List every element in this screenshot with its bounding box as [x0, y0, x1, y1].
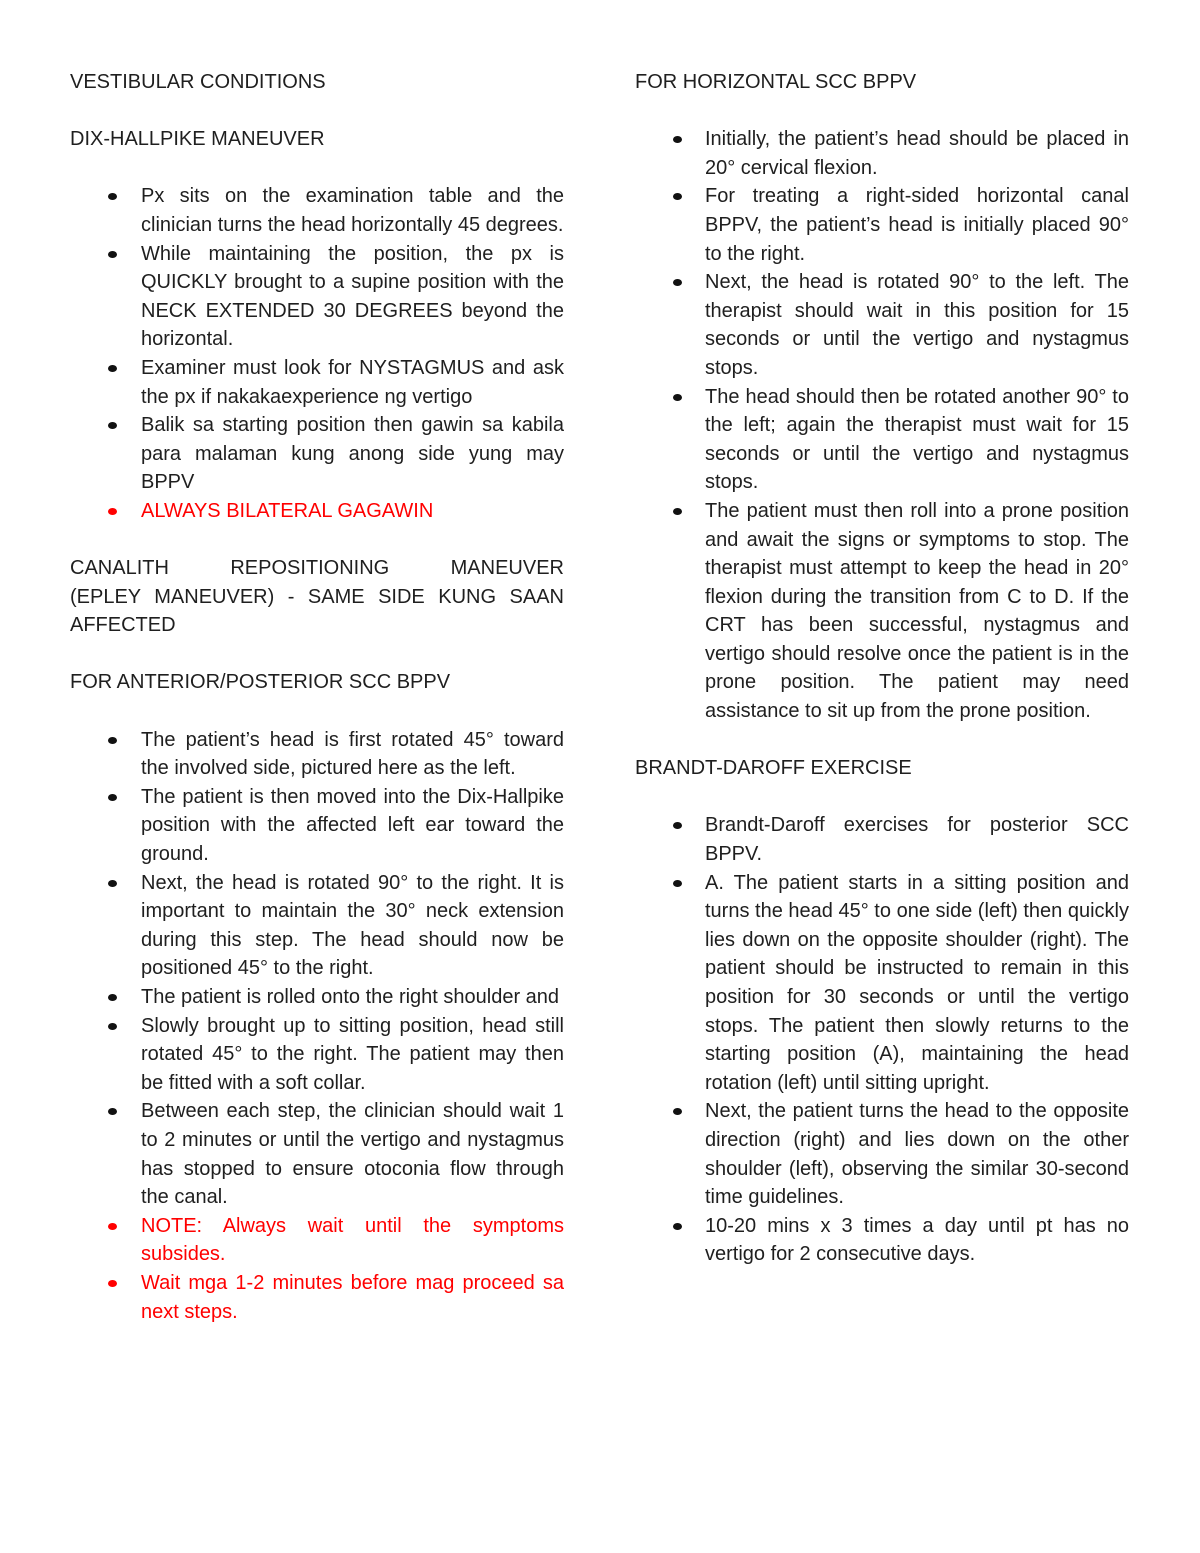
bullet-icon — [108, 508, 117, 515]
bullet-icon — [673, 822, 682, 829]
list-item — [70, 240, 564, 354]
bullet-icon — [108, 1280, 117, 1287]
bullet-icon — [108, 1108, 117, 1115]
bullet-icon — [673, 508, 682, 515]
dix-hallpike-heading: DIX-HALLPIKE MANEUVER — [70, 128, 325, 151]
dix-hallpike-list — [70, 182, 564, 525]
horizontal-list — [635, 125, 1129, 725]
bullet-icon — [673, 193, 682, 200]
brandt-daroff-list — [635, 811, 1129, 1269]
list-item — [70, 411, 564, 497]
list-item — [70, 497, 564, 526]
bullet-icon — [673, 1223, 682, 1230]
list-item-text: Balik sa starting position then gawin sa kabila para malaman kung anong side yung may BPPV — [141, 414, 564, 494]
bullet-icon — [108, 794, 117, 801]
list-item-text: The patient’s head is first rotated 45° toward the involved side, pictured here as the left. — [141, 728, 564, 780]
list-item — [70, 1012, 564, 1098]
list-item-text: Px sits on the examination table and the clinician turns the head horizontally 45 degrees. — [141, 185, 564, 236]
bullet-icon — [108, 994, 117, 1001]
list-item-text: Initially, the patient’s head should be placed in 20° cervical flexion. — [705, 128, 1129, 179]
bullet-icon — [108, 422, 117, 429]
list-item — [635, 811, 1129, 868]
list-item-text: Wait mga 1-2 minutes before mag proceed sa next steps. — [141, 1271, 564, 1323]
list-item-text: Brandt-Daroff exercises for posterior SCC BPPV. — [705, 814, 1129, 866]
list-item — [635, 1212, 1129, 1269]
bullet-icon — [108, 880, 117, 887]
list-item — [70, 354, 564, 411]
bullet-icon — [673, 1108, 682, 1115]
list-item-text: Between each step, the clinician should wait 1 to 2 minutes or until the vertigo and nystagmus has stopped to ensure otoconia flow through the canal. — [141, 1100, 564, 1209]
bullet-icon — [108, 737, 117, 744]
list-item-text: Next, the head is rotated 90° to the right. It is important to maintain the 30° neck extension during this step. The head should now be positioned 45° to the right. — [141, 871, 564, 980]
list-item — [70, 726, 564, 783]
anterior-posterior-heading: FOR ANTERIOR/POSTERIOR SCC BPPV — [70, 671, 451, 694]
list-item-text: Next, the patient turns the head to the opposite direction (right) and lies down on the other shoulder (left), observing the similar 30-second time guidelines. — [705, 1100, 1129, 1209]
bullet-icon — [108, 251, 117, 258]
list-item-text: Examiner must look for NYSTAGMUS and ask the px if nakakaexperience ng vertigo — [141, 356, 564, 408]
bullet-icon — [673, 279, 682, 286]
list-item-text: NOTE: Always wait until the symptoms subsides. — [141, 1214, 564, 1266]
list-item — [70, 1269, 564, 1326]
list-item-text: Next, the head is rotated 90° to the left. The therapist should wait in this position for 15 seconds or until the vertigo and nystagmus stops. — [705, 271, 1129, 379]
list-item — [70, 1097, 564, 1211]
list-item — [635, 268, 1129, 382]
document-title: VESTIBULAR CONDITIONS — [70, 71, 326, 93]
list-item-text: 10-20 mins x 3 times a day until pt has no vertigo for 2 consecutive days. — [705, 1214, 1129, 1266]
crm-heading — [70, 554, 564, 640]
list-item — [70, 783, 564, 869]
list-item — [635, 125, 1129, 182]
list-item — [70, 983, 564, 1012]
list-item — [635, 383, 1129, 497]
brandt-daroff-heading: BRANDT-DAROFF EXERCISE — [635, 757, 912, 780]
list-item — [635, 182, 1129, 268]
bullet-icon — [108, 193, 117, 200]
bullet-icon — [108, 365, 117, 372]
list-item-text: Slowly brought up to sitting position, head still rotated 45° to the right. The patient may then be fitted with a soft collar. — [141, 1014, 564, 1094]
bullet-icon — [108, 1023, 117, 1030]
list-item-text: A. The patient starts in a sitting position and turns the head 45° to one side (left) then quickly lies down on the opposite shoulder (right). The patient should be instructed to remain in this position for 30 seconds or until the vertigo stops. The patient then slowly returns to the starting position (A), maintaining the head rotation (left) until sitting upright. — [705, 871, 1129, 1094]
left-column — [70, 68, 564, 1326]
bullet-icon — [673, 394, 682, 401]
list-item-text: ALWAYS BILATERAL GAGAWIN — [141, 499, 434, 522]
right-column — [635, 68, 1129, 1269]
anterior-posterior-list — [70, 726, 564, 1326]
crm-heading-rest: (EPLEY MANEUVER) - SAME SIDE KUNG SAAN AFFECTED — [70, 585, 564, 637]
list-item — [70, 869, 564, 983]
list-item-text: The patient must then roll into a prone position and await the signs or symptoms to stop. The therapist must attempt to keep the head in 20° flexion during the transition from C to D. If the CRT has been successful, nystagmus and vertigo should resolve once the patient is in the prone position. The patient may need assistance to sit up from the prone position. — [705, 499, 1129, 723]
horizontal-heading: FOR HORIZONTAL SCC BPPV — [635, 71, 917, 93]
crm-heading-line1: CANALITH REPOSITIONING MANEUVER — [70, 557, 564, 580]
list-item — [70, 1212, 564, 1269]
bullet-icon — [108, 1223, 117, 1230]
list-item — [635, 869, 1129, 1098]
list-item-text: While maintaining the position, the px is QUICKLY brought to a supine position with the NECK EXTENDED 30 DEGREES beyond the horizontal. — [141, 242, 564, 351]
bullet-icon — [673, 880, 682, 887]
list-item-text: The patient is then moved into the Dix-Hallpike position with the affected left ear toward the ground. — [141, 785, 564, 866]
bullet-icon — [673, 136, 682, 143]
list-item — [635, 1097, 1129, 1211]
list-item — [70, 182, 564, 239]
list-item-text: The head should then be rotated another 90° to the left; again the therapist must wait for 15 seconds or until the vertigo and nystagmus stops. — [705, 385, 1129, 494]
list-item-text: The patient is rolled onto the right shoulder and — [141, 986, 560, 1008]
list-item — [635, 497, 1129, 726]
list-item-text: For treating a right-sided horizontal canal BPPV, the patient’s head is initially placed 90° to the right. — [705, 185, 1129, 265]
